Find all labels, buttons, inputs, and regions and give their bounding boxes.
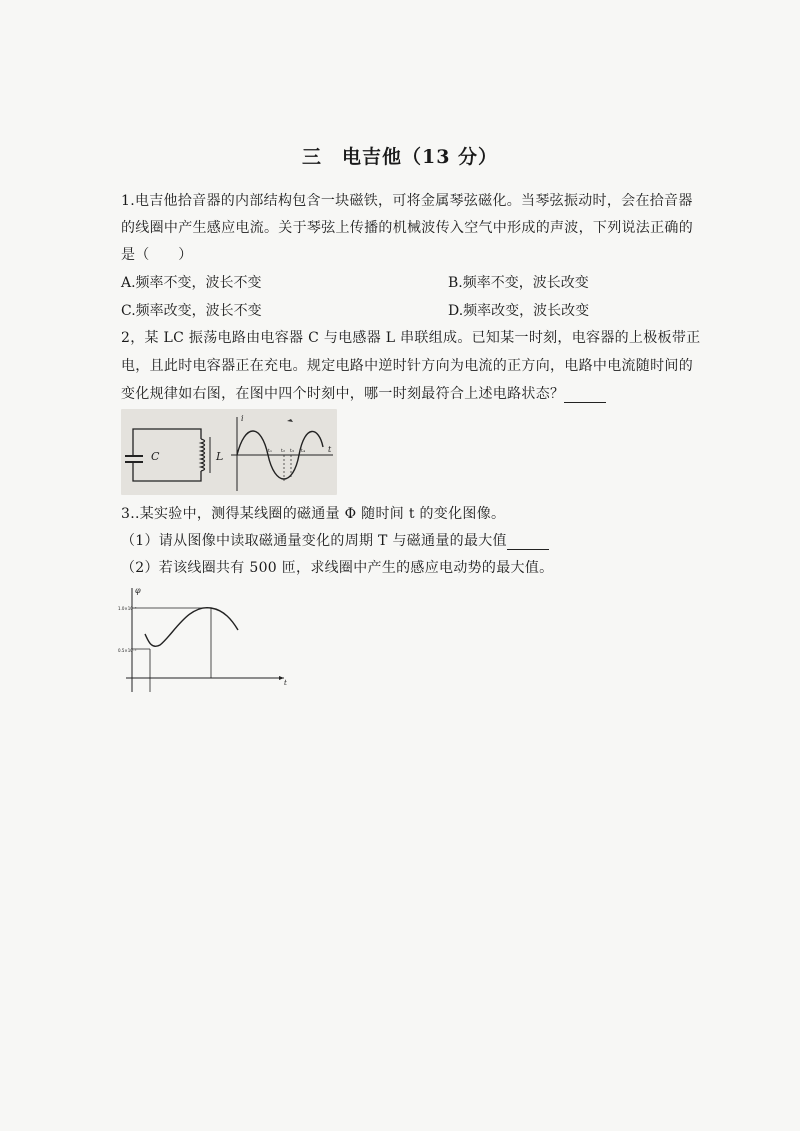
q2-stem-line-2: 电，且此时电容器正在充电。规定电路中逆时针方向为电流的正方向，电路中电流随时间的 [121,358,693,374]
flux-time-graph [118,580,293,700]
q1-stem-line-3: 是（ ） [121,247,193,263]
pen-mark [287,419,293,422]
lc-circuit-figure [121,409,337,495]
q2-answer-blank [564,388,606,403]
q1-option-d: D.频率改变，波长改变 [448,303,590,319]
q1-option-c: C.频率改变，波长不变 [121,303,262,319]
inductor-coil [201,439,205,471]
i-axis-label: i [241,414,244,423]
q1-option-a: A.频率不变，波长不变 [121,275,262,291]
q3-sub-question-2: （2）若该线圈共有 500 匝，求线圈中产生的感应电动势的最大值。 [121,560,554,576]
q2-stem-line-1: 2，某 LC 振荡电路由电容器 C 与电感器 L 串联组成。已知某一时刻，电容器的上极板带正 [121,330,701,346]
q3-sub1-text: （1）请从图像中读取磁通量变化的周期 T 与磁通量的最大值 [121,533,507,549]
flux-curve [145,608,238,647]
capacitor-label: C [151,450,160,463]
t-axis-label: t [284,679,287,687]
q1-stem-line-1: 1.电吉他拾音器的内部结构包含一块磁铁，可将金属琴弦磁化。当琴弦振动时，会在拾音器 [121,193,693,209]
t3-label: t₃ [290,448,295,454]
q3-sub-question-1 [121,530,549,550]
lc-circuit-photo [121,409,337,495]
flux-max-label: 1.0×10⁻² [118,606,137,611]
q1-stem-line-2: 的线圈中产生感应电流。关于琴弦上传播的机械波传入空气中形成的声波，下列说法正确的 [121,220,693,236]
circuit-wire-bottom [133,462,201,481]
q2-stem-line-3 [121,383,606,403]
flux-min-label: 0.5×10⁻² [118,648,137,653]
t-axis-label: t [328,445,332,454]
q2-question-text: 变化规律如右图，在图中四个时刻中，哪一时刻最符合上述电路状态？ [121,386,565,402]
circuit-wire [133,429,201,456]
t4-label: t₄ [301,448,306,454]
phi-axis-label: φ [135,586,141,595]
section-title: 三 电吉他（13 分） [301,146,499,168]
q1-option-b: B.频率不变，波长改变 [448,275,589,291]
t2-label: t₂ [281,448,286,454]
q3-answer-blank [507,535,549,550]
inductor-label: L [216,450,224,463]
q3-stem-line-1: 3..某实验中，测得某线圈的磁通量 Φ 随时间 t 的变化图像。 [121,506,506,522]
t1-label: t₁ [268,448,273,454]
